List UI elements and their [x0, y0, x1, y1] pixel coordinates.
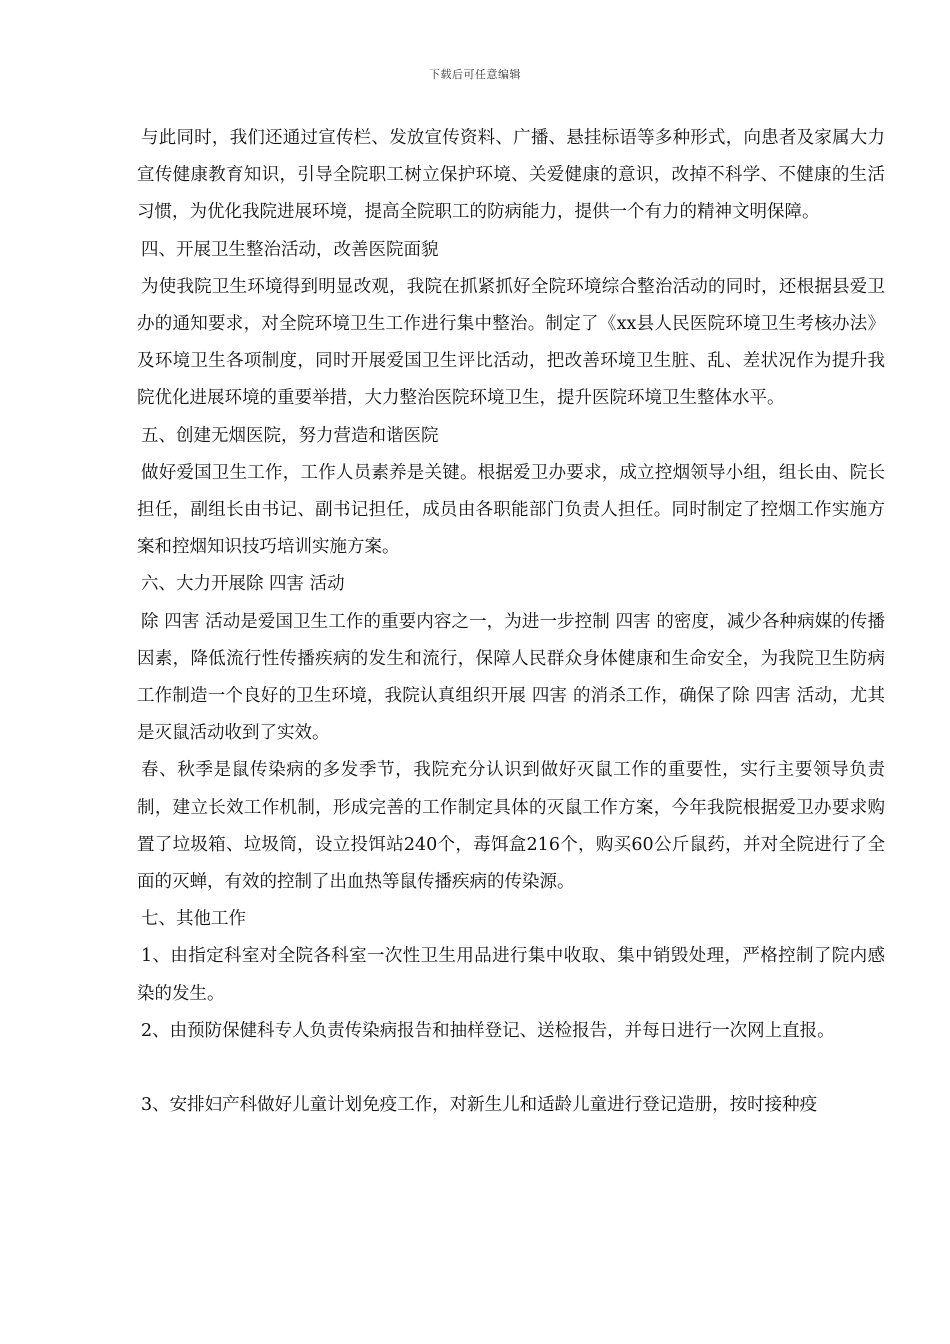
list-item-1: 1、由指定科室对全院各科室一次性卫生用品进行集中收取、集中销毁处理，严格控制了院内感染的发生。: [137, 946, 885, 1004]
paragraph-rodent-control: 春、秋季是鼠传染病的多发季节，我院充分认识到做好灭鼠工作的重要性，实行主要领导负责制，建立长效工作机制，形成完善的工作制定具体的灭鼠工作方案，今年我院根据爱卫办要求购置了垃圾箱、垃圾筒，设立投饵站240个，毒饵盒216个，购买60公斤鼠药，并对全院进行了全面的灭蝉，有效的控制了出血热等鼠传播疾病的传染源。: [137, 760, 885, 893]
paragraph-four-pests: 除 四害 活动是爱国卫生工作的重要内容之一，为进一步控制 四害 的密度，减少各种病媒的传播因素，降低流行性传播疾病的发生和流行，保障人民群众身体健康和生命安全，为我院卫生防病工作制造一个良好的卫生环境，我院认真组织开展 四害 的消杀工作，确保了除 四害 活动，尤其是灭鼠活动收到了实效。: [137, 611, 885, 744]
heading-section-6: 六、大力开展除 四害 活动: [141, 574, 345, 595]
heading-section-5: 五、创建无烟医院，努力营造和谐医院: [141, 425, 439, 446]
page-header: 下载后可任意编辑: [429, 68, 521, 81]
list-item-3: 3、安排妇产科做好儿童计划免疫工作，对新生儿和适龄儿童进行登记造册，按时接种疫: [141, 1095, 818, 1116]
paragraph-environment-rectification: 为使我院卫生环境得到明显改观，我院在抓紧抓好全院环境综合整治活动的同时，还根据县爱卫办的通知要求，对全院环境卫生工作进行集中整治。制定了《xx县人民医院环境卫生考核办法》及环境卫生各项制度，同时开展爱国卫生评比活动，把改善环境卫生脏、乱、差状况作为提升我院优化进展环境的重要举措，大力整治医院环境卫生，提升医院环境卫生整体水平。: [137, 276, 885, 409]
paragraph-smoke-free: 做好爱国卫生工作，工作人员素养是关键。根据爱卫办要求，成立控烟领导小组，组长由、院长担任，副组长由书记、副书记担任，成员由各职能部门负责人担任。同时制定了控烟工作实施方案和控烟知识技巧培训实施方案。: [137, 462, 885, 558]
heading-section-4: 四、开展卫生整治活动，改善医院面貌: [141, 239, 439, 260]
blank-line: [137, 1050, 885, 1087]
list-item-2: 2、由预防保健科专人负责传染病报告和抽样登记、送检报告，并每日进行一次网上直报。: [141, 1020, 835, 1041]
heading-section-7: 七、其他工作: [141, 909, 246, 930]
paragraph-health-education: 与此同时，我们还通过宣传栏、发放宣传资料、广播、悬挂标语等多种形式，向患者及家属大力宣传健康教育知识，引导全院职工树立保护环境、关爱健康的意识，改掉不科学、不健康的生活习惯，为优化我院进展环境，提高全院职工的防病能力，提供一个有力的精神文明保障。: [137, 128, 885, 223]
document-body: [137, 120, 885, 1124]
